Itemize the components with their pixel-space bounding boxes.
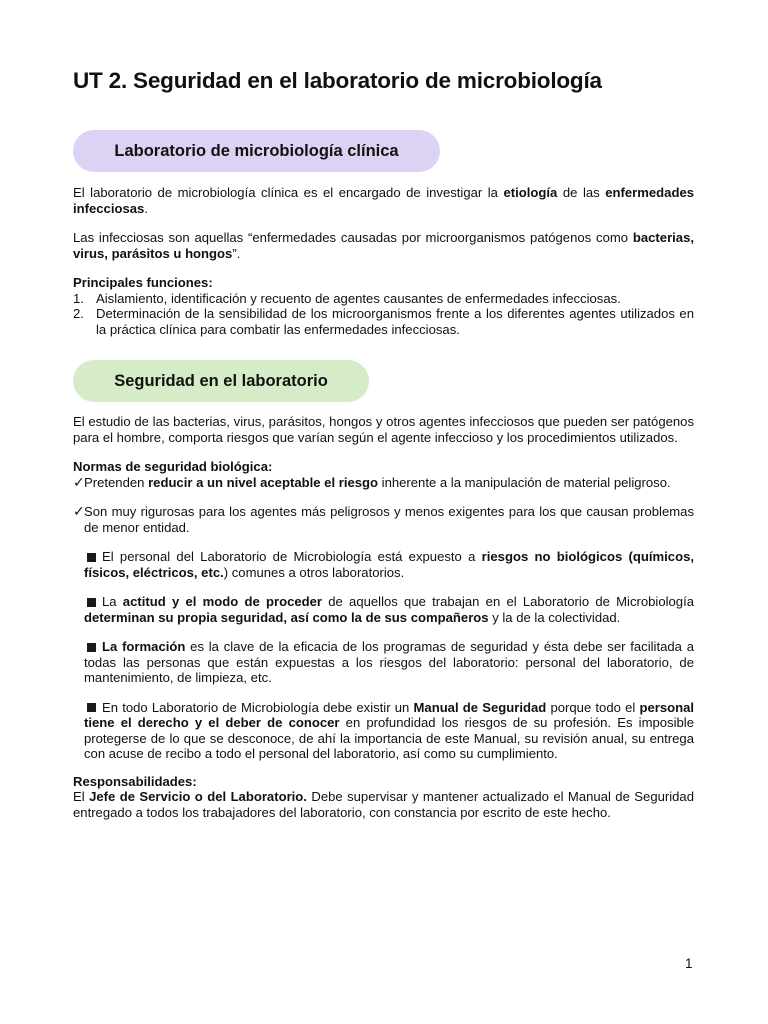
check-mark-icon: ✓ bbox=[73, 503, 85, 519]
page-number: 1 bbox=[685, 956, 693, 971]
paragraph-infectious: Las infecciosas son aquellas “enfermedades causadas por microorganismos patógenos como bacterias, virus, parásitos u hongos”. bbox=[73, 230, 694, 261]
bullet-item: El personal del Laboratorio de Microbiología está expuesto a riesgos no biológicos (químicos, físicos, eléctricos, etc.) comunes a otros laboratorios. bbox=[84, 549, 694, 580]
section-heading-text: Laboratorio de microbiología clínica bbox=[114, 141, 399, 160]
section-heading-clinical-lab bbox=[73, 130, 440, 172]
list-item: 2. Determinación de la sensibilidad de los microorganismos frente a los diferentes agentes utilizados en la práctica clínica para combatir las enfermedades infecciosas. bbox=[73, 306, 694, 337]
section-clinical-lab-body bbox=[73, 185, 694, 337]
section-lab-safety-body bbox=[73, 414, 694, 820]
responsibilities-header: Responsabilidades: bbox=[73, 773, 197, 789]
check-item: ✓ Pretenden reducir a un nivel aceptable el riesgo inherente a la manipulación de material peligroso. bbox=[73, 473, 671, 490]
paragraph-intro: El estudio de las bacterias, virus, parásitos, hongos y otros agentes infecciosos que pueden ser patógenos para el hombre, comporta riesgos que varían según el agente infeccioso y los procedimientos utilizados. bbox=[73, 414, 694, 445]
square-bullet-icon bbox=[87, 553, 96, 562]
bullet-item: La actitud y el modo de proceder de aquellos que trabajan en el Laboratorio de Microbiología determinan su propia seguridad, así como la de sus compañeros y la de la colectividad. bbox=[84, 594, 695, 625]
bullet-item: La formación es la clave de la eficacia de los programas de seguridad y ésta debe ser facilitada a todas las personas que están expuestas a los riesgos del laboratorio: personal del laboratorio, de mantenimiento, de limpieza, etc. bbox=[84, 639, 695, 685]
functions-header: Principales funciones: bbox=[73, 275, 213, 290]
check-item: ✓ Son muy rigurosas para los agentes más peligrosos y menos exigentes para los que causan problemas de menor entidad. bbox=[73, 503, 694, 535]
check-mark-icon: ✓ bbox=[73, 473, 85, 490]
page-title: UT 2. Seguridad en el laboratorio de microbiología bbox=[73, 68, 602, 93]
list-item: 1. Aislamiento, identificación y recuento de agentes causantes de enfermedades infecciosas. bbox=[73, 290, 621, 306]
section-heading-text: Seguridad en el laboratorio bbox=[114, 371, 328, 390]
section-heading-lab-safety bbox=[73, 360, 369, 402]
norms-header: Normas de seguridad biológica: bbox=[73, 459, 273, 474]
square-bullet-icon bbox=[87, 703, 96, 712]
bullet-item: En todo Laboratorio de Microbiología debe existir un Manual de Seguridad porque todo el personal tiene el derecho y el deber de conocer en profundidad los riesgos de su profesión. Es imposible protegerse de lo que se desconoce, de ahí la importancia de este Manual, su revisión anual, su entrega con acuse de recibo a todo el personal del laboratorio, así como su cumplimiento. bbox=[84, 699, 695, 761]
paragraph-responsibilities: El Jefe de Servicio o del Laboratorio. Debe supervisar y mantener actualizado el Manual de Seguridad entregado a todos los trabajadores del laboratorio, con constancia por escrito de este hecho. bbox=[73, 789, 694, 820]
paragraph-definition: El laboratorio de microbiología clínica es el encargado de investigar la etiología de las enfermedades infecciosas. bbox=[73, 185, 695, 216]
square-bullet-icon bbox=[87, 643, 96, 652]
square-bullet-icon bbox=[87, 598, 96, 607]
